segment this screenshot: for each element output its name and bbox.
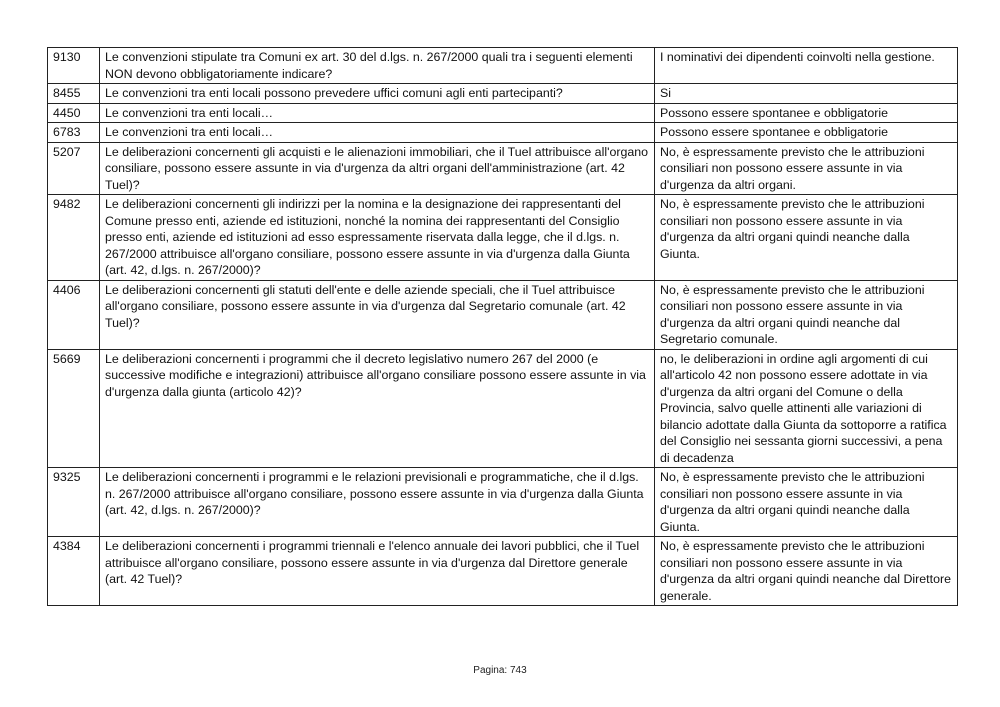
row-id: 6783 [48,123,100,143]
row-question: Le deliberazioni concernenti i programmi che il decreto legislativo numero 267 del 2000 (e successive modifiche e integrazioni) attribuisce all'organo consiliare possono essere assunte in via d'urgenza dalla giunta (articolo 42)? [100,349,655,468]
row-id: 9325 [48,468,100,537]
row-id: 4406 [48,280,100,349]
row-id: 4450 [48,103,100,123]
row-answer: No, è espressamente previsto che le attribuzioni consiliari non possono essere assunte in via d'urgenza da altri organi quindi neanche dalla Giunta. [655,195,958,281]
row-answer: No, è espressamente previsto che le attribuzioni consiliari non possono essere assunte in via d'urgenza da altri organi quindi neanche dal Segretario comunale. [655,280,958,349]
row-answer: No, è espressamente previsto che le attribuzioni consiliari non possono essere assunte in via d'urgenza da altri organi quindi neanche dalla Giunta. [655,468,958,537]
row-id: 5669 [48,349,100,468]
row-question: Le deliberazioni concernenti i programmi e le relazioni previsionali e programmatiche, che il d.lgs. n. 267/2000 attribuisce all'organo consiliare, possono essere assunte in via d'urgenza dalla Giunta (art. 42, d.lgs. n. 267/2000)? [100,468,655,537]
row-question: Le convenzioni tra enti locali… [100,123,655,143]
row-answer: No, è espressamente previsto che le attribuzioni consiliari non possono essere assunte in via d'urgenza da altri organi. [655,142,958,195]
row-id: 5207 [48,142,100,195]
table-row [48,280,958,349]
row-question: Le convenzioni tra enti locali… [100,103,655,123]
row-id: 4384 [48,537,100,606]
row-answer: no, le deliberazioni in ordine agli argomenti di cui all'articolo 42 non possono essere adottate in via d'urgenza da altri organi del Comune o della Provincia, salvo quelle attinenti alle variazioni di bilancio adottate dalla Giunta da sottoporre a ratifica del Consiglio nei sessanta giorni successivi, a pena di decadenza [655,349,958,468]
table-row [48,349,958,468]
table-row [48,195,958,281]
table-row [48,142,958,195]
row-id: 8455 [48,84,100,104]
page-number: Pagina: 743 [473,665,527,676]
row-question: Le convenzioni tra enti locali possono prevedere uffici comuni agli enti partecipanti? [100,84,655,104]
row-question: Le deliberazioni concernenti i programmi triennali e l'elenco annuale dei lavori pubblici, che il Tuel attribuisce all'organo consiliare, possono essere assunte in via d'urgenza dal Direttore generale (art. 42 Tuel)? [100,537,655,606]
row-answer: No, è espressamente previsto che le attribuzioni consiliari non possono essere assunte in via d'urgenza da altri organi quindi neanche dal Direttore generale. [655,537,958,606]
table-row [48,123,958,143]
row-question: Le deliberazioni concernenti gli indirizzi per la nomina e la designazione dei rappresentanti del Comune presso enti, aziende ed istituzioni, nonché la nomina dei rappresentanti del Consiglio presso enti, aziende ed istituzioni ad esso espressamente riservata dalla legge, che il d.lgs. n. 267/2000 attribuisce all'organo consiliare, possono essere assunte in via d'urgenza dalla Giunta (art. 42, d.lgs. n. 267/2000)? [100,195,655,281]
row-answer: Possono essere spontanee e obbligatorie [655,123,958,143]
row-answer: Possono essere spontanee e obbligatorie [655,103,958,123]
table-row [48,537,958,606]
row-id: 9130 [48,48,100,84]
row-answer: I nominativi dei dipendenti coinvolti nella gestione. [655,48,958,84]
row-answer: Si [655,84,958,104]
row-question: Le deliberazioni concernenti gli statuti dell'ente e delle aziende speciali, che il Tuel attribuisce all'organo consiliare, possono essere assunte in via d'urgenza dal Segretario comunale (art. 42 Tuel)? [100,280,655,349]
qa-table [47,47,958,606]
table-row [48,468,958,537]
table-row [48,48,958,84]
row-question: Le deliberazioni concernenti gli acquisti e le alienazioni immobiliari, che il Tuel attribuisce all'organo consiliare, possono essere assunte in via d'urgenza da altri organi dell'amministrazione (art. 42 Tuel)? [100,142,655,195]
qa-table-body [48,48,958,606]
row-id: 9482 [48,195,100,281]
row-question: Le convenzioni stipulate tra Comuni ex art. 30 del d.lgs. n. 267/2000 quali tra i seguenti elementi NON devono obbligatoriamente indicare? [100,48,655,84]
table-row [48,103,958,123]
table-row [48,84,958,104]
